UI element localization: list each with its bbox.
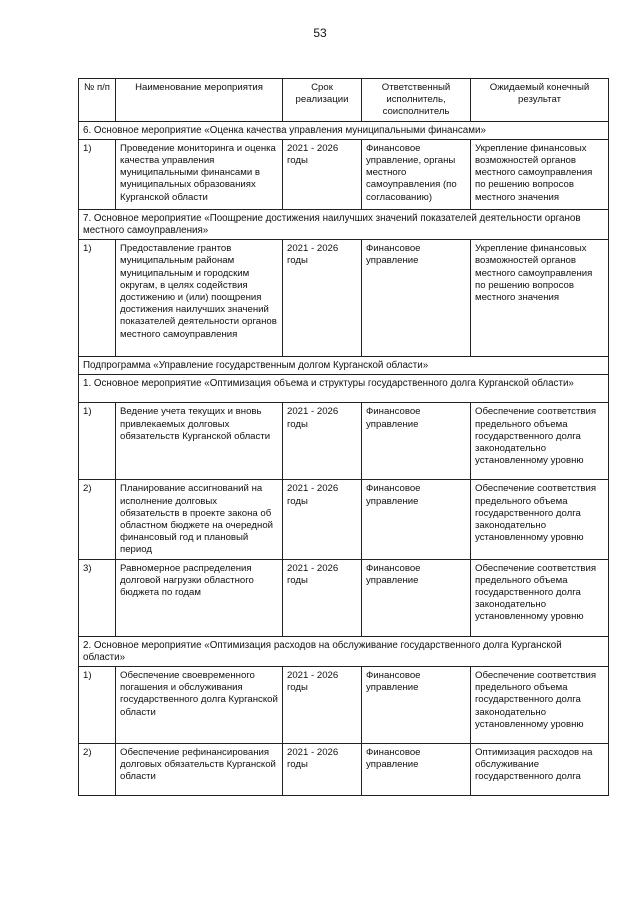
section-title: 1. Основное мероприятие «Оптимизация объема и структуры государственного долга Курганской области» <box>79 375 609 403</box>
header-responsible: Ответственный исполнитель, соисполнитель <box>362 79 471 122</box>
section-row <box>79 357 609 375</box>
section-row <box>79 209 609 239</box>
table-row <box>79 559 609 636</box>
cell-result: Оптимизация расходов на обслуживание государственного долга <box>471 744 609 796</box>
cell-result: Обеспечение соответствия предельного объема государственного долга законодательно установленному уровню <box>471 559 609 636</box>
cell-name: Проведение мониторинга и оценка качества управления муниципальными финансами в муниципальных образованиях Курганской области <box>116 139 283 209</box>
table-row <box>79 480 609 559</box>
cell-num: 3) <box>79 559 116 636</box>
table-header-row <box>79 79 609 122</box>
cell-period: 2021 - 2026 годы <box>283 240 362 357</box>
activities-table <box>78 78 609 796</box>
header-num: № п/п <box>79 79 116 122</box>
cell-num: 2) <box>79 744 116 796</box>
cell-result: Укрепление финансовых возможностей органов местного самоуправления по решению вопросов местного значения <box>471 139 609 209</box>
cell-responsible: Финансовое управление <box>362 744 471 796</box>
cell-result: Обеспечение соответствия предельного объема государственного долга законодательно установленному уровню <box>471 403 609 480</box>
cell-responsible: Финансовое управление, органы местного самоуправления (по согласованию) <box>362 139 471 209</box>
cell-num: 1) <box>79 403 116 480</box>
header-name: Наименование мероприятия <box>116 79 283 122</box>
cell-responsible: Финансовое управление <box>362 559 471 636</box>
section-title: 6. Основное мероприятие «Оценка качества управления муниципальными финансами» <box>79 121 609 139</box>
section-title: 7. Основное мероприятие «Поощрение достижения наилучших значений показателей деятельности органов местного самоуправления» <box>79 209 609 239</box>
cell-name: Ведение учета текущих и вновь привлекаемых долговых обязательств Курганской области <box>116 403 283 480</box>
cell-num: 1) <box>79 240 116 357</box>
cell-responsible: Финансовое управление <box>362 403 471 480</box>
cell-num: 1) <box>79 667 116 744</box>
cell-name: Равномерное распределения долговой нагрузки областного бюджета по годам <box>116 559 283 636</box>
cell-name: Предоставление грантов муниципальным районам муниципальным и городским округам, в целях содействия достижению и (или) поощрения достижения наилучших значений показателей деятельности органов местного самоуправления <box>116 240 283 357</box>
table-row <box>79 240 609 357</box>
section-title: Подпрограмма «Управление государственным долгом Курганской области» <box>79 357 609 375</box>
cell-responsible: Финансовое управление <box>362 240 471 357</box>
cell-responsible: Финансовое управление <box>362 667 471 744</box>
table-row <box>79 667 609 744</box>
cell-period: 2021 - 2026 годы <box>283 667 362 744</box>
cell-name: Обеспечение своевременного погашения и обслуживания государственного долга Курганской области <box>116 667 283 744</box>
cell-period: 2021 - 2026 годы <box>283 403 362 480</box>
cell-result: Обеспечение соответствия предельного объема государственного долга законодательно установленному уровню <box>471 480 609 559</box>
table-row <box>79 744 609 796</box>
cell-period: 2021 - 2026 годы <box>283 139 362 209</box>
cell-result: Обеспечение соответствия предельного объема государственного долга законодательно установленному уровню <box>471 667 609 744</box>
cell-period: 2021 - 2026 годы <box>283 559 362 636</box>
cell-name: Планирование ассигнований на исполнение долговых обязательств в проекте закона об областном бюджете на очередной финансовый год и плановый период <box>116 480 283 559</box>
section-row <box>79 636 609 666</box>
section-row <box>79 121 609 139</box>
cell-period: 2021 - 2026 годы <box>283 744 362 796</box>
cell-num: 2) <box>79 480 116 559</box>
cell-num: 1) <box>79 139 116 209</box>
cell-responsible: Финансовое управление <box>362 480 471 559</box>
table-row <box>79 403 609 480</box>
table-body <box>79 121 609 795</box>
section-title: 2. Основное мероприятие «Оптимизация расходов на обслуживание государственного долга Курганской области» <box>79 636 609 666</box>
header-period: Срок реализации <box>283 79 362 122</box>
table-row <box>79 139 609 209</box>
cell-result: Укрепление финансовых возможностей органов местного самоуправления по решению вопросов местного значения <box>471 240 609 357</box>
page-number: 53 <box>313 26 327 40</box>
section-row <box>79 375 609 403</box>
header-result: Ожидаемый конечный результат <box>471 79 609 122</box>
cell-name: Обеспечение рефинансирования долговых обязательств Курганской области <box>116 744 283 796</box>
cell-period: 2021 - 2026 годы <box>283 480 362 559</box>
